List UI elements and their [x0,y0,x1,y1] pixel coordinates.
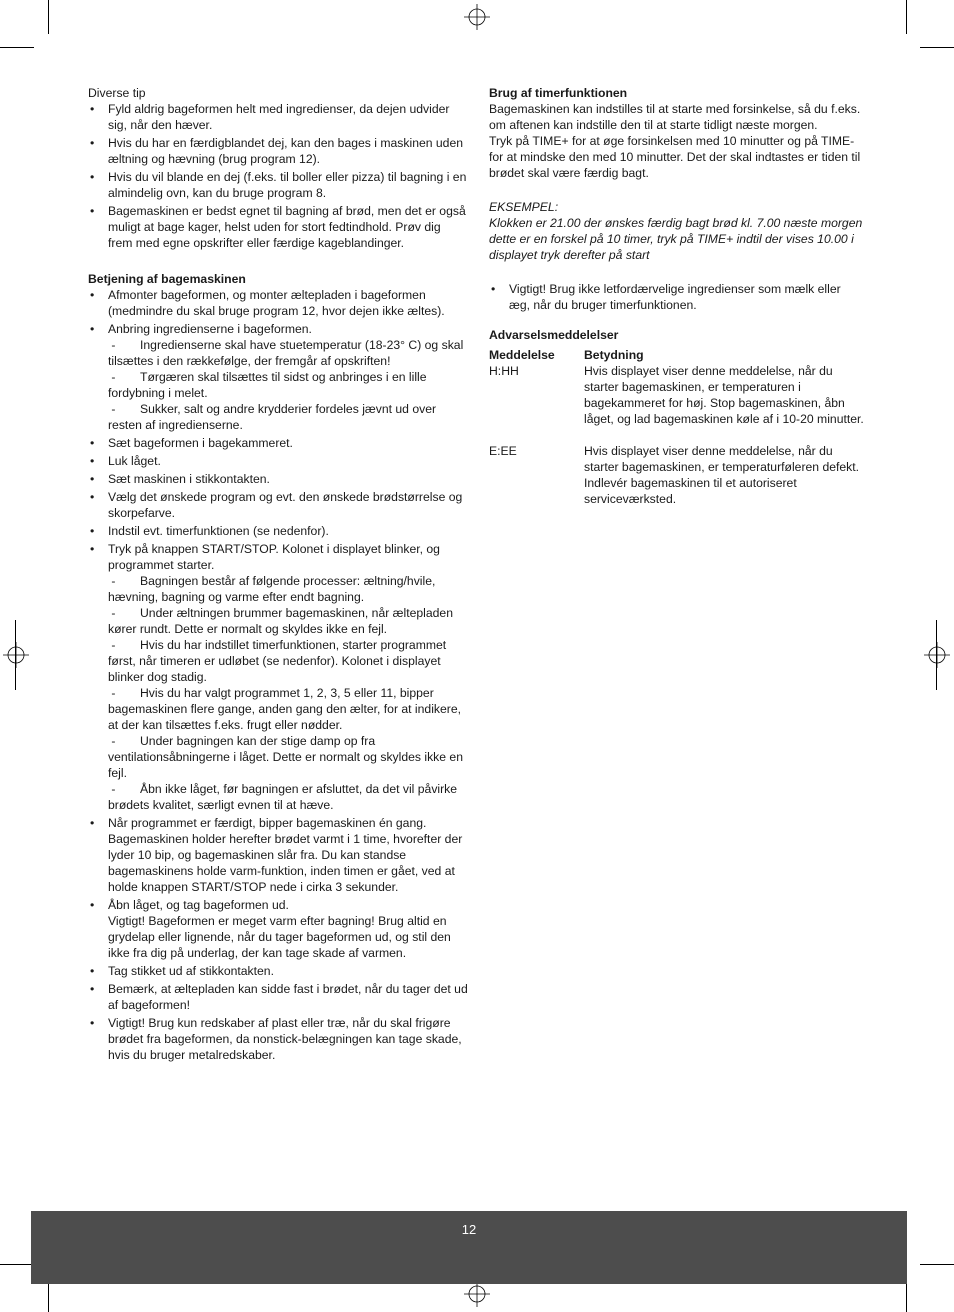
sub-item: - Hvis du har indstillet timerfunktionen, starter programmet først, når timeren er udløbet (se nedenfor). Kolonet i displayet blinker dog stadig. [108,638,447,684]
timer-heading: Brug af timerfunktionen [489,86,628,100]
sub-item: - Under bagningen kan der stige damp op fra ventilationsåbningerne i låget. Dette er normalt og skyldes ikke en fejl. [108,734,463,780]
list-item: • Vælg det ønskede program og evt. den ønskede brødstørrelse og skorpefarve. [90,490,463,520]
table-row [489,363,864,427]
list-item: • Sæt bageformen i bagekammeret. [90,436,293,450]
registration-mark-icon [464,1281,490,1307]
warning-code: E:EE [489,444,517,458]
list-item: • Åbn låget, og tag bageformen ud. Vigtigt! Bageformen er meget varm efter bagning! Brug altid en grydelap eller lignende, når du tager bageformen ud, og stil den ikke fra dig på underlag, der kan tage skade af varmen. [90,898,451,960]
tips-heading: Diverse tip [88,86,146,100]
right-column [489,85,864,507]
list-item: • Hvis du har en færdigblandet dej, kan den bages i maskinen uden æltning og hævning (brug program 12). [90,136,464,166]
page-number: 12 [461,1222,477,1237]
list-item: • Anbring ingredienserne i bageformen. - Ingredienserne skal have stuetemperatur (18-23° C) og skal tilsættes i den rækkefølge, der fremgår af opskriften! - Tørgæren skal tilsættes til sidst og anbringes i en lille fordybning i melet. - Sukker, salt og andre krydderier fordeles jævnt ud over resten af ingredienserne. [88,321,468,433]
sub-item: - Sukker, salt og andre krydderier fordeles jævnt ud over resten af ingredienserne. [108,402,437,432]
left-column [88,85,468,1065]
list-item: • Indstil evt. timerfunktionen (se nedenfor). [90,524,329,538]
list-item: • Når programmet er færdigt, bipper bagemaskinen én gang. Bagemaskinen holder herefter brødet varmt i 1 time, hvorefter der lyder 10 bip, og bagemaskinen slår fra. Du kan standse bagemaskinens holde varm-funktion, inden timen er gået, ved at holde knappen START/STOP nede i cirka 3 sekunder. [90,816,463,894]
registration-mark-icon [464,4,490,30]
crop-mark [920,1264,954,1265]
column-header-message: Meddelelse [489,348,555,362]
list-item: • Afmonter bageformen, og monter æltepladen i bageformen (medmindre du skal bruge program 12, hvor dejen ikke æltes). [90,288,445,318]
list-item: • Bemærk, at æltepladen kan sidde fast i brødet, når du tager det ud af bageformen! [90,982,468,1012]
crop-mark [906,0,907,34]
crop-mark [920,47,954,48]
registration-mark-icon [3,642,29,668]
list-item: • Bagemaskinen er bedst egnet til bagning af brød, men det er også muligt at bage kager, helst uden for stort fedtindhold. Prøv dig frem med egne opskrifter eller færdige kageblandinger. [90,204,466,250]
sub-item: - Bagningen består af følgende processer: æltning/hvile, hævning, bagning og varme efter endt bagning. [108,574,436,604]
sub-item: - Under æltningen brummer bagemaskinen, når æltepladen kører rundt. Dette er normalt og skyldes ikke en fejl. [108,606,453,636]
list-item: • Fyld aldrig bageformen helt med ingredienser, da dejen udvider sig, når den hæver. [90,102,450,132]
timer-paragraph: Bagemaskinen kan indstilles til at starte med forsinkelse, så du f.eks. om aftenen kan indstille den til at starte tidligt næste morgen. [489,102,861,132]
warning-text: Hvis displayet viser denne meddelelse, når du starter bagemaskinen, er temperaturen i bagekammeret for høj. Stop bagemaskinen, åbn låget, og lad bagemaskinen køle af i 10-20 minutter. [584,364,864,426]
list-item: • Tag stikket ud af stikkontakten. [90,964,274,978]
sub-item: - Tørgæren skal tilsættes til sidst og anbringes i en lille fordybning i melet. [108,370,427,400]
list-item: • Tryk på knappen START/STOP. Kolonet i displayet blinker, og programmet starter. - Bagningen består af følgende processer: æltning/hvile, hævning, bagning og varme efter endt bagning. - Under æltningen brummer bagemaskinen, når æltepladen kører rundt. Dette er normalt og skyldes ikke en fejl. - Hvis du har indstillet timerfunktionen, starter programmet først, når timeren er udløbet (se nedenfor). Kolonet i displayet blinker dog stadig. - Hvis du har valgt programmet 1, 2, 3, 5 eller 11, bipper bagemaskinen flere gange, anden gang den ælter, for at indikere, at der kan tilsættes f.eks. frugt eller nødder. - Under bagningen kan der stige damp op fra ventilationsåbningerne i låget. Dette er normalt og skyldes ikke en fejl. - Åbn ikke låget, før bagningen er afsluttet, da det vil påvirke brødets kvalitet, særligt evnen til at hæve. [88,541,468,813]
list-item: • Luk låget. [90,454,161,468]
footer-bar [31,1211,907,1284]
table-row [489,443,864,507]
sub-item: - Ingredienserne skal have stuetemperatur (18-23° C) og skal tilsættes i den rækkefølge, der fremgår af opskriften! [108,338,464,368]
warning-text: Hvis displayet viser denne meddelelse, når du starter bagemaskinen, er temperaturføleren defekt. Indlevér bagemaskinen til et autoriseret serviceværksted. [584,444,860,506]
sub-item: - Hvis du har valgt programmet 1, 2, 3, 5 eller 11, bipper bagemaskinen flere gange, anden gang den ælter, for at indikere, at der kan tilsættes f.eks. frugt eller nødder. [108,686,462,732]
list-item: • Hvis du vil blande en dej (f.eks. til boller eller pizza) til bagning i en almindelig ovn, kan du bruge program 8. [90,170,467,200]
crop-mark [0,1264,34,1265]
list-item: • Vigtigt! Brug ikke letfordærvelige ingredienser som mælk eller æg, når du bruger timerfunktionen. [491,282,841,312]
warning-code: H:HH [489,364,519,378]
registration-mark-icon [924,642,950,668]
crop-mark [0,47,34,48]
operation-heading: Betjening af bagemaskinen [88,272,246,286]
example-heading: EKSEMPEL: [489,200,559,214]
example-text: Klokken er 21.00 der ønskes færdig bagt brød kl. 7.00 næste morgen dette er en forskel på 10 timer, tryk på TIME+ indtil der vises 10.00 i displayet tryk derefter på start [489,216,863,262]
list-item: • Sæt maskinen i stikkontakten. [90,472,270,486]
warnings-header-row [489,347,864,363]
timer-paragraph: Tryk på TIME+ for at øge forsinkelsen med 10 minutter og på TIME- for at mindske den med 10 minutter. Det der skal indtastes er tiden til brødet skal være færdig bagt. [489,134,861,180]
warnings-heading: Advarselsmeddelelser [489,328,619,342]
crop-mark [48,0,49,34]
sub-item: - Åbn ikke låget, før bagningen er afsluttet, da det vil påvirke brødets kvalitet, særligt evnen til at hæve. [108,782,458,812]
column-header-meaning: Betydning [584,348,644,362]
list-item: • Vigtigt! Brug kun redskaber af plast eller træ, når du skal frigøre brødet fra bageformen, da nonstick-belægningen kan tage skade, hvis du bruger metalredskaber. [90,1016,462,1062]
